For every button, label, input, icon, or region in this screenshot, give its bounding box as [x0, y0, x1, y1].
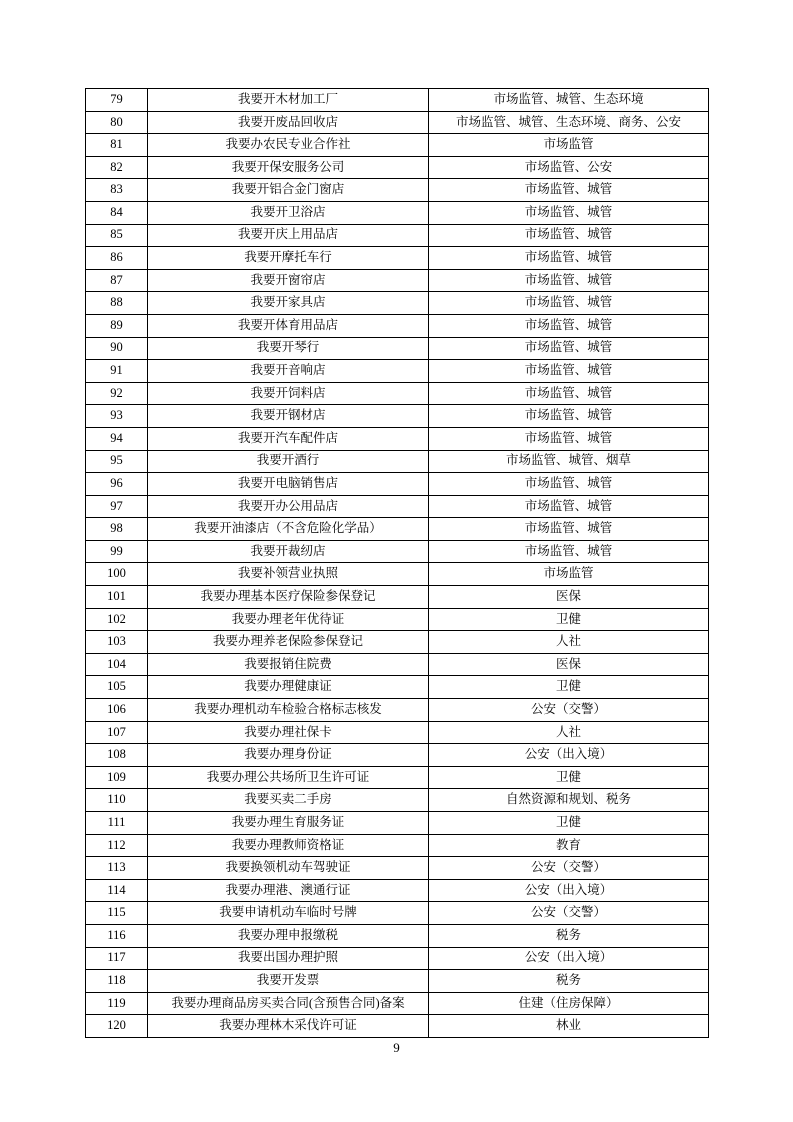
row-number: 113 — [86, 857, 148, 880]
row-department: 卫健 — [429, 812, 709, 835]
row-number: 118 — [86, 970, 148, 993]
table-row — [86, 721, 709, 744]
table-row — [86, 1015, 709, 1038]
table-row — [86, 812, 709, 835]
row-department: 市场监管、城管 — [429, 405, 709, 428]
table-row — [86, 744, 709, 767]
row-department: 市场监管、城管 — [429, 360, 709, 383]
table-body — [86, 89, 709, 1038]
row-item-name: 我要办理身份证 — [148, 744, 429, 767]
row-number: 83 — [86, 179, 148, 202]
row-number: 105 — [86, 676, 148, 699]
row-department: 市场监管、公安 — [429, 156, 709, 179]
table-row — [86, 224, 709, 247]
row-department: 市场监管、城管、烟草 — [429, 450, 709, 473]
row-number: 109 — [86, 766, 148, 789]
row-number: 120 — [86, 1015, 148, 1038]
row-department: 市场监管、城管 — [429, 269, 709, 292]
table-row — [86, 879, 709, 902]
row-number: 102 — [86, 608, 148, 631]
row-number: 84 — [86, 201, 148, 224]
row-department: 公安（交警） — [429, 902, 709, 925]
row-number: 116 — [86, 924, 148, 947]
row-number: 119 — [86, 992, 148, 1015]
row-number: 88 — [86, 292, 148, 315]
page-number: 9 — [393, 1040, 400, 1055]
row-item-name: 我要办农民专业合作社 — [148, 134, 429, 157]
row-department: 税务 — [429, 970, 709, 993]
table-row — [86, 540, 709, 563]
row-number: 97 — [86, 495, 148, 518]
row-item-name: 我要开家具店 — [148, 292, 429, 315]
table-row — [86, 947, 709, 970]
row-item-name: 我要补领营业执照 — [148, 563, 429, 586]
row-number: 106 — [86, 699, 148, 722]
row-department: 市场监管、城管 — [429, 382, 709, 405]
row-item-name: 我要开体育用品店 — [148, 314, 429, 337]
row-department: 市场监管、城管 — [429, 518, 709, 541]
row-item-name: 我要买卖二手房 — [148, 789, 429, 812]
row-item-name: 我要办理养老保险参保登记 — [148, 631, 429, 654]
row-number: 117 — [86, 947, 148, 970]
row-number: 96 — [86, 473, 148, 496]
table-row — [86, 314, 709, 337]
table-row — [86, 857, 709, 880]
row-number: 80 — [86, 111, 148, 134]
table-row — [86, 631, 709, 654]
row-department: 自然资源和规划、税务 — [429, 789, 709, 812]
table-row — [86, 360, 709, 383]
row-item-name: 我要开音响店 — [148, 360, 429, 383]
table-row — [86, 134, 709, 157]
table-row — [86, 766, 709, 789]
row-item-name: 我要办理林木采伐许可证 — [148, 1015, 429, 1038]
row-item-name: 我要开琴行 — [148, 337, 429, 360]
row-department: 卫健 — [429, 608, 709, 631]
table-row — [86, 676, 709, 699]
service-items-table — [85, 88, 709, 1038]
row-number: 99 — [86, 540, 148, 563]
row-number: 114 — [86, 879, 148, 902]
row-item-name: 我要开电脑销售店 — [148, 473, 429, 496]
row-item-name: 我要开办公用品店 — [148, 495, 429, 518]
row-number: 103 — [86, 631, 148, 654]
row-number: 112 — [86, 834, 148, 857]
row-number: 89 — [86, 314, 148, 337]
row-department: 市场监管、城管 — [429, 179, 709, 202]
row-item-name: 我要出国办理护照 — [148, 947, 429, 970]
row-number: 86 — [86, 247, 148, 270]
table-row — [86, 269, 709, 292]
row-number: 108 — [86, 744, 148, 767]
row-item-name: 我要办理社保卡 — [148, 721, 429, 744]
row-item-name: 我要开摩托车行 — [148, 247, 429, 270]
row-item-name: 我要办理申报缴税 — [148, 924, 429, 947]
row-department: 市场监管、城管 — [429, 292, 709, 315]
row-number: 81 — [86, 134, 148, 157]
table-row — [86, 518, 709, 541]
row-item-name: 我要开庆上用品店 — [148, 224, 429, 247]
row-number: 110 — [86, 789, 148, 812]
row-department: 市场监管、城管 — [429, 247, 709, 270]
row-department: 住建（住房保障） — [429, 992, 709, 1015]
row-number: 107 — [86, 721, 148, 744]
row-number: 101 — [86, 586, 148, 609]
row-number: 104 — [86, 653, 148, 676]
row-number: 100 — [86, 563, 148, 586]
table-row — [86, 292, 709, 315]
table-row — [86, 834, 709, 857]
table-row — [86, 179, 709, 202]
row-department: 公安（交警） — [429, 699, 709, 722]
row-department: 人社 — [429, 631, 709, 654]
row-number: 82 — [86, 156, 148, 179]
row-department: 公安（出入境） — [429, 879, 709, 902]
row-department: 市场监管、城管、生态环境 — [429, 89, 709, 112]
row-department: 医保 — [429, 586, 709, 609]
row-item-name: 我要办理教师资格证 — [148, 834, 429, 857]
table-row — [86, 586, 709, 609]
row-item-name: 我要换领机动车驾驶证 — [148, 857, 429, 880]
row-item-name: 我要开铝合金门窗店 — [148, 179, 429, 202]
row-department: 市场监管 — [429, 563, 709, 586]
row-department: 税务 — [429, 924, 709, 947]
row-item-name: 我要开保安服务公司 — [148, 156, 429, 179]
row-number: 87 — [86, 269, 148, 292]
row-department: 公安（出入境） — [429, 947, 709, 970]
row-number: 93 — [86, 405, 148, 428]
row-department: 公安（出入境） — [429, 744, 709, 767]
row-number: 90 — [86, 337, 148, 360]
table-row — [86, 450, 709, 473]
row-item-name: 我要办理老年优待证 — [148, 608, 429, 631]
row-item-name: 我要办理生育服务证 — [148, 812, 429, 835]
table-row — [86, 970, 709, 993]
row-item-name: 我要申请机动车临时号牌 — [148, 902, 429, 925]
table-row — [86, 89, 709, 112]
row-number: 111 — [86, 812, 148, 835]
row-item-name: 我要开废品回收店 — [148, 111, 429, 134]
row-item-name: 我要开酒行 — [148, 450, 429, 473]
row-item-name: 我要开裁纫店 — [148, 540, 429, 563]
row-item-name: 我要办理商品房买卖合同(含预售合同)备案 — [148, 992, 429, 1015]
row-number: 95 — [86, 450, 148, 473]
row-department: 市场监管、城管 — [429, 337, 709, 360]
row-item-name: 我要开发票 — [148, 970, 429, 993]
row-department: 人社 — [429, 721, 709, 744]
row-department: 市场监管、城管 — [429, 224, 709, 247]
row-item-name: 我要办理基本医疗保险参保登记 — [148, 586, 429, 609]
table-row — [86, 473, 709, 496]
row-department: 林业 — [429, 1015, 709, 1038]
row-department: 教育 — [429, 834, 709, 857]
row-item-name: 我要开饲料店 — [148, 382, 429, 405]
table-row — [86, 427, 709, 450]
table-row — [86, 247, 709, 270]
table-row — [86, 563, 709, 586]
table-row — [86, 699, 709, 722]
row-department: 卫健 — [429, 676, 709, 699]
row-number: 91 — [86, 360, 148, 383]
row-item-name: 我要开木材加工厂 — [148, 89, 429, 112]
row-item-name: 我要办理公共场所卫生许可证 — [148, 766, 429, 789]
row-department: 医保 — [429, 653, 709, 676]
row-item-name: 我要报销住院费 — [148, 653, 429, 676]
row-department: 市场监管、城管 — [429, 473, 709, 496]
table-row — [86, 924, 709, 947]
table-row — [86, 382, 709, 405]
table-row — [86, 111, 709, 134]
row-department: 市场监管、城管 — [429, 495, 709, 518]
table-row — [86, 495, 709, 518]
row-item-name: 我要办理港、澳通行证 — [148, 879, 429, 902]
row-item-name: 我要开卫浴店 — [148, 201, 429, 224]
table-row — [86, 608, 709, 631]
row-number: 79 — [86, 89, 148, 112]
row-number: 92 — [86, 382, 148, 405]
row-department: 市场监管、城管 — [429, 427, 709, 450]
row-department: 市场监管 — [429, 134, 709, 157]
row-number: 85 — [86, 224, 148, 247]
table-row — [86, 337, 709, 360]
table-row — [86, 992, 709, 1015]
table-row — [86, 405, 709, 428]
table-row — [86, 201, 709, 224]
row-department: 市场监管、城管 — [429, 540, 709, 563]
row-department: 卫健 — [429, 766, 709, 789]
row-item-name: 我要开钢材店 — [148, 405, 429, 428]
row-department: 市场监管、城管、生态环境、商务、公安 — [429, 111, 709, 134]
table-row — [86, 789, 709, 812]
row-item-name: 我要办理机动车检验合格标志核发 — [148, 699, 429, 722]
table-row — [86, 902, 709, 925]
row-department: 公安（交警） — [429, 857, 709, 880]
row-item-name: 我要开油漆店（不含危险化学品） — [148, 518, 429, 541]
row-number: 94 — [86, 427, 148, 450]
row-department: 市场监管、城管 — [429, 314, 709, 337]
row-item-name: 我要办理健康证 — [148, 676, 429, 699]
table-row — [86, 156, 709, 179]
row-number: 98 — [86, 518, 148, 541]
row-item-name: 我要开汽车配件店 — [148, 427, 429, 450]
row-number: 115 — [86, 902, 148, 925]
row-department: 市场监管、城管 — [429, 201, 709, 224]
table-row — [86, 653, 709, 676]
row-item-name: 我要开窗帘店 — [148, 269, 429, 292]
